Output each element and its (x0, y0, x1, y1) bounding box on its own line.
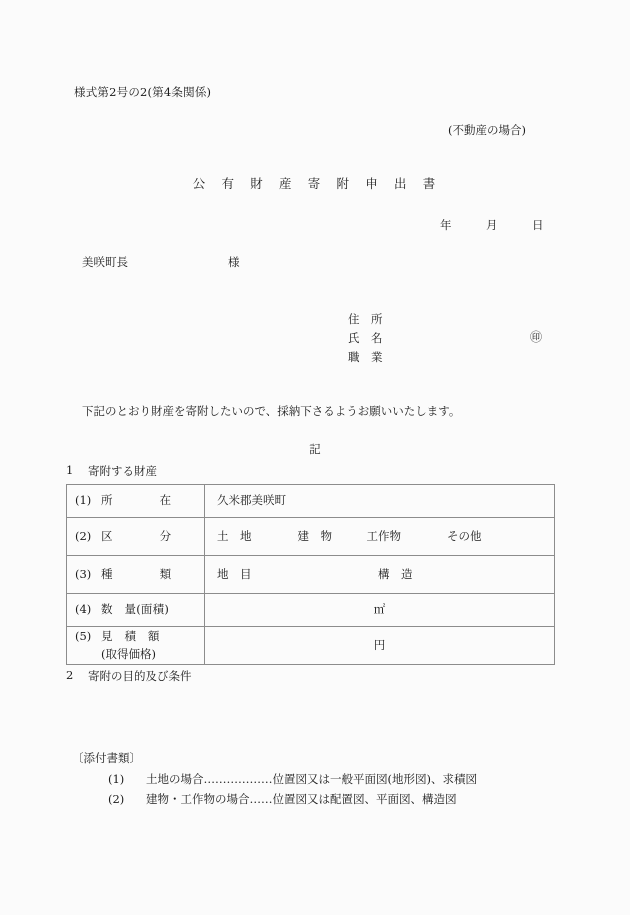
row-value-cell[interactable]: ㎡ (205, 594, 555, 627)
row-value-cell[interactable]: 円 (205, 627, 555, 665)
row-label: 種 類 (101, 566, 172, 581)
attachment-number: (1) (108, 772, 125, 786)
attachment-text: 建物・工作物の場合……位置図又は配置図、平面図、構造図 (146, 792, 457, 806)
row-label: 数 量(面積) (101, 602, 170, 617)
row-number: (2) (75, 528, 92, 543)
row-number: (4) (75, 602, 92, 617)
row-sub-label: (取得価格) (101, 646, 156, 661)
applicant-address-label: 住 所 (348, 312, 383, 326)
applicant-name-label: 氏 名 (348, 331, 383, 345)
page-title: 公 有 財 産 寄 附 申 出 書 (192, 176, 438, 191)
ki-marker: 記 (309, 442, 321, 456)
row-label-cell (67, 556, 205, 594)
section-1-title: 寄附する財産 (88, 464, 157, 478)
row-label-cell (67, 594, 205, 627)
seal-stamp-icon: ㊞ (530, 330, 543, 344)
attachment-item (108, 791, 457, 807)
section-2-title: 寄附の目的及び条件 (88, 669, 192, 683)
row-number: (5) (75, 629, 92, 644)
attachment-item (108, 771, 477, 787)
row-number: (1) (75, 493, 92, 508)
form-code-label: 様式第2号の2(第4条関係) (74, 85, 212, 99)
section-1-number: 1 (66, 463, 74, 477)
section-2-number: 2 (66, 668, 74, 682)
addressee-name: 美咲町長 (82, 255, 128, 269)
row-label: 見 積 額 (101, 629, 160, 644)
row-label: 区 分 (101, 528, 172, 543)
attachment-number: (2) (108, 792, 125, 806)
addressee-honorific: 様 (228, 255, 240, 269)
attachments-heading: 〔添付書類〕 (72, 751, 141, 765)
applicant-occupation-label: 職 業 (348, 350, 383, 364)
row-value-cell[interactable]: 久米郡美咲町 (205, 485, 555, 518)
row-label-cell (67, 485, 205, 518)
row-value-cell[interactable]: 地 目 構 造 (205, 556, 555, 594)
row-label-cell (67, 627, 205, 665)
case-note-label: (不動産の場合) (448, 123, 526, 137)
table-row (67, 627, 555, 665)
table-row (67, 594, 555, 627)
table-row (67, 556, 555, 594)
attachment-text: 土地の場合………………位置図又は一般平面図(地形図)、求積図 (146, 772, 477, 786)
property-table (66, 484, 555, 665)
row-label-cell (67, 518, 205, 556)
request-sentence: 下記のとおり財産を寄附したいので、採納下さるようお願いいたします。 (82, 404, 461, 418)
row-number: (3) (75, 566, 92, 581)
date-line: 年 月 日 (440, 218, 544, 232)
table-row (67, 518, 555, 556)
table-row (67, 485, 555, 518)
row-value-cell[interactable]: 土 地 建 物 工作物 その他 (205, 518, 555, 556)
row-label: 所 在 (101, 493, 172, 508)
